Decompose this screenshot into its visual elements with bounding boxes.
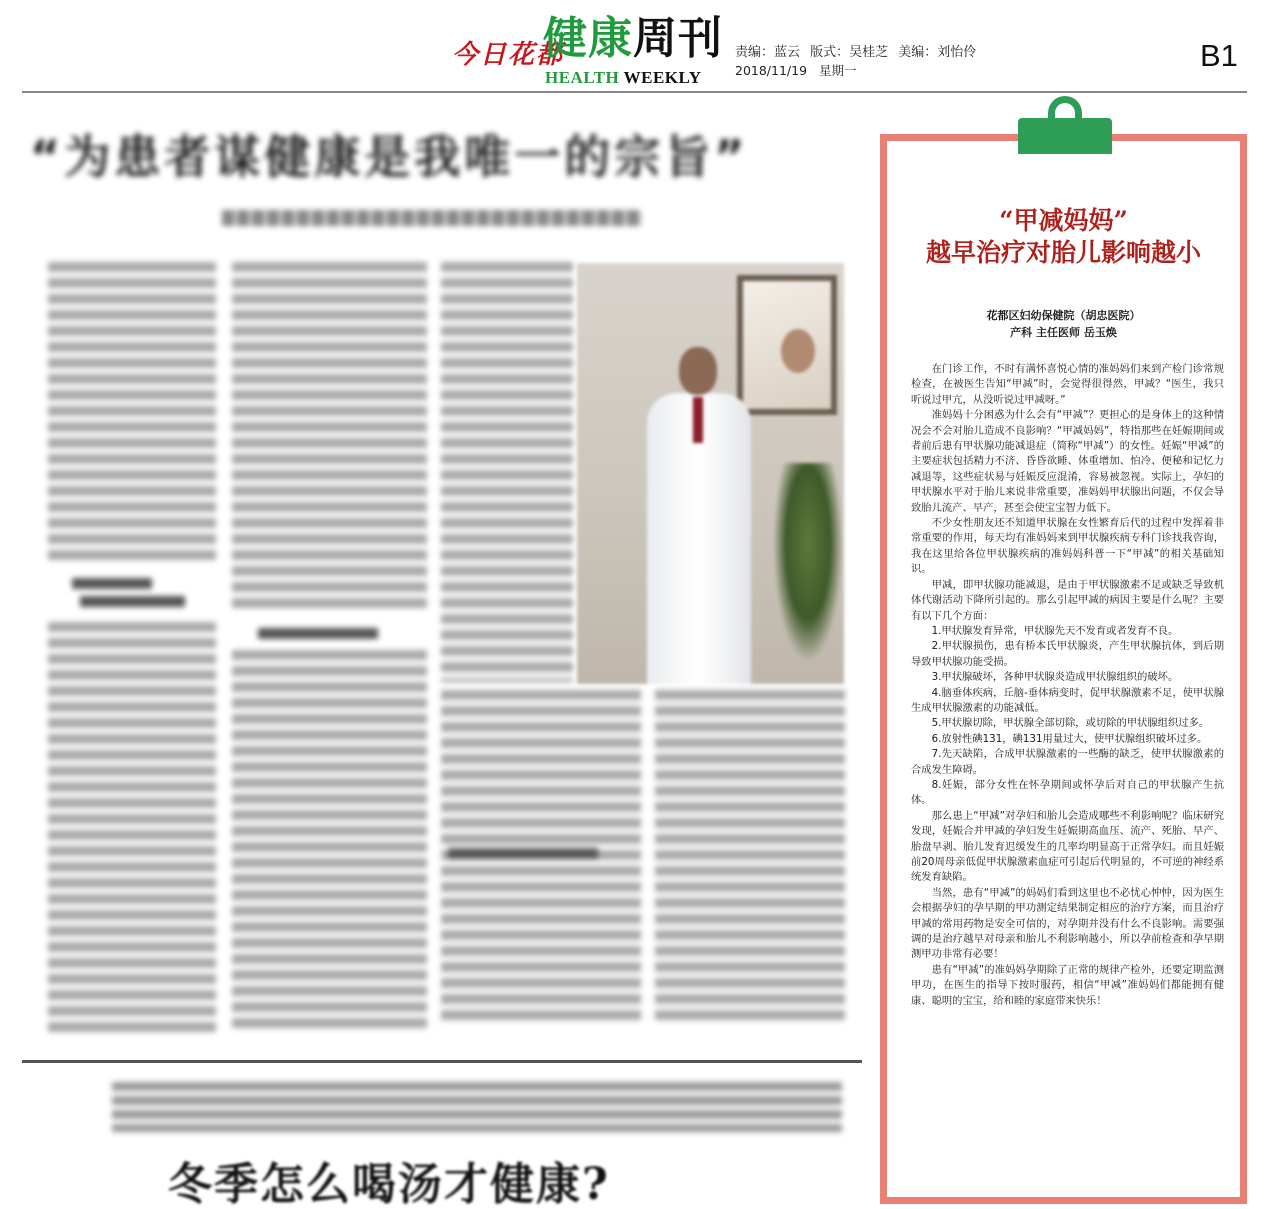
section-title-green: 健康: [543, 13, 633, 64]
bag-icon: [1018, 96, 1112, 154]
section-divider: [22, 1060, 862, 1063]
body-paragraph: 准妈妈十分困惑为什么会有“甲减”？更担心的是身体上的这种情况会不会对胎儿造成不良影响？“甲减妈妈”，特指那些在妊娠期间或者前后患有甲状腺功能减退症（简称“甲减”）的女性。妊娠“甲减”的主要症状包括精力不济、昏昏欲睡、体重增加、怕冷、便秘和记忆力减退等，这些症状易与妊娠反应混淆，容易被忽视。实际上，孕妇的甲状腺水平对于胎儿来说非常重要，准妈妈甲状腺出问题，不仅会导致胎儿流产、早产，甚至会使宝宝智力低下。: [911, 409, 1224, 514]
newspaper-logo: 今日花都: [452, 40, 565, 70]
main-article-subheadline: [222, 210, 642, 226]
sidebar-title-line1: “甲减妈妈”: [999, 206, 1128, 235]
body-paragraph: 当然，患有“甲减”的妈妈们看到这里也不必忧心忡忡，因为医生会根据孕妇的孕早期的甲功测定结果制定相应的治疗方案，而且治疗甲减的常用药物是安全可信的，对孕期并没有什么不良影响。需要强调的是治疗越早对母亲和胎儿不利影响越小，所以孕前检查和孕早期测甲功非常有必要！: [911, 886, 1224, 961]
sidebar-body: [911, 362, 1224, 1009]
author-name: 产科 主任医师 岳玉焕: [1010, 326, 1117, 339]
doctor-photo: [577, 263, 844, 684]
doctor-figure: [639, 347, 759, 684]
article-column-1-lower: [48, 622, 216, 1032]
column-2-subhead: [258, 628, 378, 639]
cause-item: 3.甲状腺破坏，各种甲状腺炎造成甲状腺组织的破坏。: [931, 671, 1179, 684]
author-affiliation: 花都区妇幼保健院（胡忠医院）: [986, 309, 1141, 322]
page-number: B1: [1200, 38, 1238, 73]
section-title-dark: 周刊: [633, 13, 723, 64]
section-en-green: HEALTH: [545, 68, 620, 87]
column-1-subhead-2: [80, 596, 185, 607]
cause-item: 1.甲状腺发育异常，甲状腺先天不发育或者发育不良。: [931, 624, 1179, 637]
cause-item: 6.放射性碘131，碘131用量过大，使甲状腺组织破坏过多。: [931, 732, 1208, 745]
cause-item: 2.甲状腺损伤，患有桥本氏甲状腺炎，产生甲状腺抗体，到后期导致甲状腺功能受损。: [911, 640, 1224, 668]
lower-article-intro: [112, 1082, 842, 1132]
sidebar-author: [887, 307, 1240, 341]
lower-article-headline: 冬季怎么喝汤才健康?: [168, 1159, 610, 1209]
cause-item: 4.脑垂体疾病，丘脑-垂体病变时，促甲状腺激素不足，使甲状腺生成甲状腺激素的功能减低。: [911, 686, 1224, 714]
sidebar-title: [887, 205, 1240, 269]
cause-item: 7.先天缺陷，合成甲状腺激素的一些酶的缺乏，使甲状腺激素的合成发生障碍。: [911, 748, 1224, 776]
cause-item: 8.妊娠，部分女性在怀孕期间或怀孕后对自己的甲状腺产生抗体。: [911, 778, 1224, 807]
section-en-dark: WEEKLY: [619, 68, 702, 87]
body-paragraph: 甲减，即甲状腺功能减退，是由于甲状腺激素不足或缺乏导致机体代谢活动下降所引起的。那么引起甲减的病因主要是什么呢？主要有以下几个方面：: [911, 578, 1224, 622]
body-paragraph: 患有“甲减”的准妈妈孕期除了正常的规律产检外，还要定期监测甲功，在医生的指导下按时服药，相信“甲减”准妈妈们都能拥有健康、聪明的宝宝，给和睦的家庭带来快乐！: [911, 963, 1224, 1007]
sidebar-title-line2: 越早治疗对胎儿影响越小: [925, 238, 1201, 267]
column-1-subhead: [72, 578, 152, 589]
body-paragraph: 那么患上“甲减”对孕妇和胎儿会造成哪些不利影响呢？临床研究发现，妊娠合并甲减的孕妇发生妊娠期高血压、流产、死胎、早产、胎盘早剥、胎儿发育迟缓发生的几率均明显高于正常孕妇。而且妊娠前20周母亲低促甲状腺激素血症可引起后代明显的，不可逆的神经系统发育缺陷。: [911, 809, 1224, 884]
cause-item: 5.甲状腺切除，甲状腺全部切除，或切除的甲状腺组织过多。: [931, 717, 1210, 730]
column-3-subhead: [448, 848, 598, 859]
article-column-1: [48, 262, 216, 562]
editor-credits: 责编：蓝云 版式：吴桂芝 美编：刘怡伶: [735, 45, 977, 60]
article-column-4: [655, 690, 845, 1020]
issue-date: 2018/11/19 星期一: [735, 63, 857, 78]
article-column-3: [441, 262, 573, 682]
doctor-head: [679, 347, 717, 395]
portrait-face: [781, 329, 815, 373]
body-paragraph: 在门诊工作，不时有满怀喜悦心情的准妈妈们来到产检门诊常规检查，在被医生告知“甲减”时，会觉得很得然，甲减？“医生，我只听说过甲亢，从没听说过甲减呀。”: [911, 363, 1224, 406]
main-article-headline: “为患者谋健康是我唯一的宗旨”: [30, 130, 749, 184]
potted-plant: [773, 463, 843, 663]
article-column-2-lower: [232, 650, 427, 1030]
body-paragraph: 不少女性朋友还不知道甲状腺在女性繁育后代的过程中发挥着非常重要的作用，每天均有准妈妈来到甲状腺疾病专科门诊找我咨询，我在这里给各位甲状腺疾病的准妈妈科普一下“甲减”的相关基础知识。: [911, 517, 1224, 576]
article-column-2: [232, 262, 427, 612]
tie: [693, 397, 703, 443]
bag-body: [1018, 118, 1112, 154]
